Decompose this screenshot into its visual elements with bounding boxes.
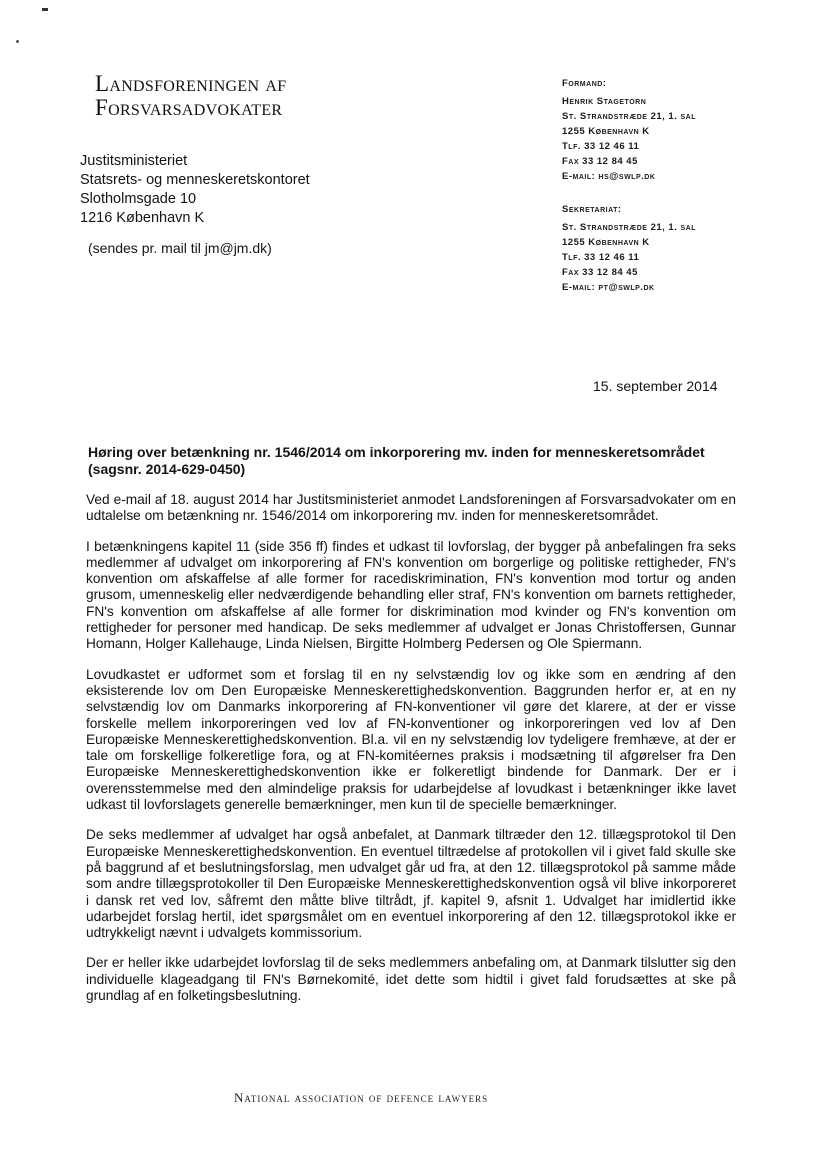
body-paragraph: I betænkningens kapitel 11 (side 356 ff) findes et udkast til lovforslag, der bygger på anbefalingen fra seks medlemmer af udvalget om inkorporering af FN's konvention om borgerlige og politiske rettigheder, FN's konvention om afskaffelse af alle former for racediskrimination, FN's konvention mod tortur og anden grusom, umenneskelig eller nedværdigende behandling eller straf, FN's konvention om barnets rettigheder, FN's konvention om afskaffelse af alle former for diskrimination mod kvinder og FN's konvention om rettigheder for personer med handicap. De seks medlemmer af udvalget er Jonas Christoffersen, Gunnar Homann, Holger Kallehauge, Linda Nielsen, Birgitte Holmberg Pedersen og Ole Spiermann. <box>86 538 736 652</box>
recipient-address <box>80 152 310 228</box>
recipient-line-4: 1216 København K <box>80 210 205 226</box>
formand-email: E-mail: hs@swlp.dk <box>562 171 656 182</box>
formand-phone: Tlf. 33 12 46 11 <box>562 141 640 152</box>
sekretariat-block <box>562 202 696 295</box>
recipient-line-2: Statsrets- og menneskeretskontoret <box>80 172 310 188</box>
scan-mark <box>42 8 48 11</box>
delivery-note: (sendes pr. mail til jm@jm.dk) <box>88 240 272 256</box>
formand-fax: Fax 33 12 84 45 <box>562 156 638 167</box>
letter-date: 15. september 2014 <box>593 378 718 394</box>
sekretariat-heading: Sekretariat: <box>562 204 622 215</box>
sekretariat-email: E-mail: pt@swlp.dk <box>562 282 655 293</box>
letter-subject: Høring over betænkning nr. 1546/2014 om inkorporering mv. inden for menneskeretsområdet (sagsnr. 2014-629-0450) <box>88 444 705 477</box>
formand-heading: Formand: <box>562 78 607 89</box>
recipient-line-1: Justitsministeriet <box>80 153 188 169</box>
formand-city: 1255 København K <box>562 126 650 137</box>
sekretariat-fax: Fax 33 12 84 45 <box>562 267 638 278</box>
footer-text: National association of defence lawyers <box>234 1090 489 1105</box>
body-paragraph: Ved e-mail af 18. august 2014 har Justitsministeriet anmodet Landsforeningen af Forsvarsadvokater om en udtalelse om betænkning nr. 1546/2014 om inkorporering mv. inden for menneskeretsområdet. <box>86 492 736 524</box>
organization-line-1: Landsforeningen af <box>95 71 287 96</box>
body-paragraph: Lovudkastet er udformet som et forslag til en ny selvstændig lov og ikke som en ændring af den eksisterende lov om Den Europæiske Menneskerettighedskonvention. Baggrunden herfor er, at en ny selvstændig lov om Danmarks inkorporering af FN-konventioner vil gøre det klarere, at der er visse forskelle mellem inkorporeringen ved lov af FN-konventioner og inkorporeringen ved lov af Den Europæiske Menneskerettighedskonvention. Bl.a. vil en ny selvstændig lov tydeligere fremhæve, at der er tale om forskellige folkeretlige fora, og at FN-komitéernes praksis i modsætning til afgørelser fra Den Europæiske Menneskerettighedskonvention ikke er folkeretligt bindende for Danmark. Der er i overensstemmelse med den almindelige praksis for udarbejdelse af lovudkast i betænkninger ikke lavet udkast til lovforslagets generelle bemærkninger, men kun til de specielle bemærkninger. <box>86 666 736 813</box>
scan-dot <box>16 40 19 43</box>
formand-name: Henrik Stagetorn <box>562 96 647 107</box>
letter-body <box>86 492 736 1018</box>
sekretariat-city: 1255 København K <box>562 237 650 248</box>
sekretariat-phone: Tlf. 33 12 46 11 <box>562 252 640 263</box>
formand-block <box>562 76 696 184</box>
sekretariat-street: St. Strandstræde 21, 1. sal <box>562 222 696 233</box>
recipient-line-3: Slotholmsgade 10 <box>80 191 197 207</box>
organization-name <box>95 72 286 120</box>
body-paragraph: Der er heller ikke udarbejdet lovforslag til de seks medlemmers anbefaling om, at Danmark tilslutter sig den individuelle klageadgang til FN's Børnekomité, idet dette som hidtil i givet fald forudsættes at ske på grundlag af en folketingsbeslutning. <box>86 955 736 1004</box>
body-paragraph: De seks medlemmer af udvalget har også anbefalet, at Danmark tiltræder den 12. tillægsprotokol til Den Europæiske Menneskerettighedskonvention. En eventuel tiltrædelse af protokollen vil i givet fald skulle ske på baggrund af et beslutningsforslag, men udvalget går ud fra, at den 12. tillægsprotokol på samme måde som andre tillægsprotokoller til Den Europæiske Menneskerettighedskonvention også vil blive inkorporeret i dansk ret ved lov, såfremt den måtte blive tiltrådt, jf. kapitel 9, afsnit 1. Udvalget har imidlertid ikke udarbejdet forslag hertil, idet spørgsmålet om en eventuel inkorporering af den 12. tillægsprotokol ikke er udtrykkeligt nævnt i udvalgets kommissorium. <box>86 827 736 941</box>
organization-line-2: Forsvarsadvokater <box>95 95 283 120</box>
formand-street: St. Strandstræde 21, 1. sal <box>562 111 696 122</box>
